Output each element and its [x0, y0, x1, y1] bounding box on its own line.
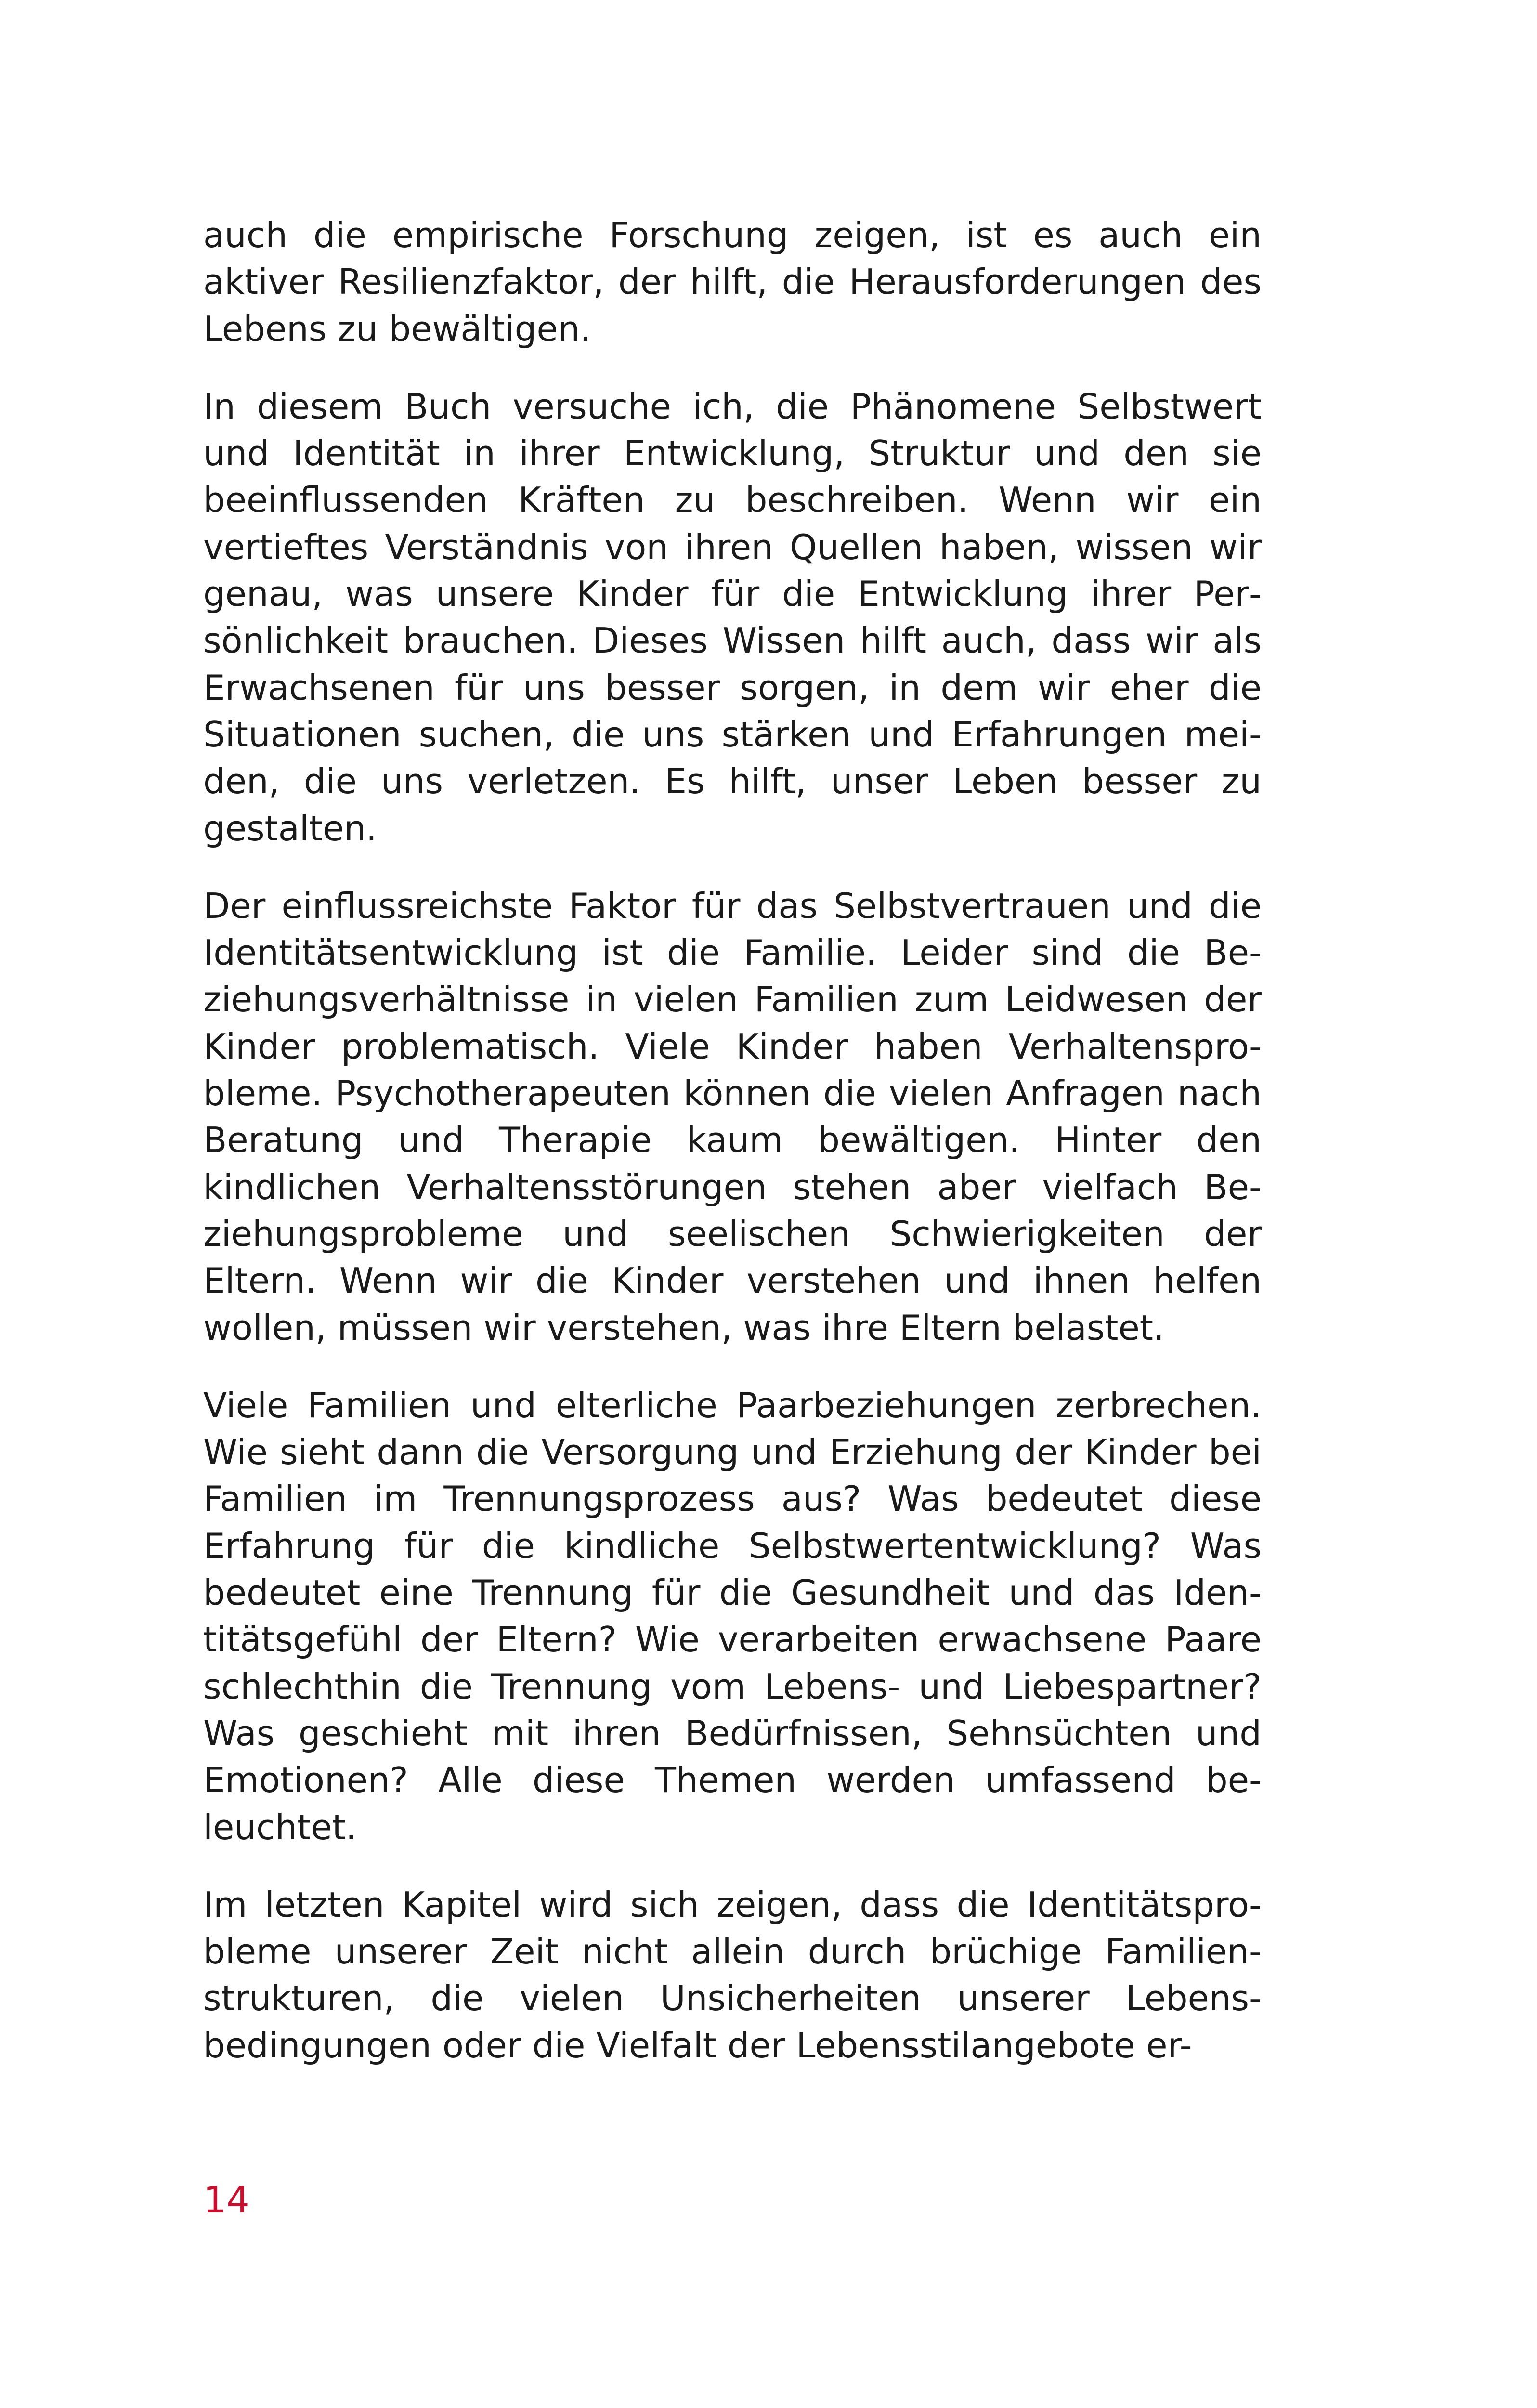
- paragraph-2: In diesem Buch versuche ich, die Phänomene Selbstwert und Identität in ihrer Entwicklung, Struktur und den sie beeinflussenden Kräften zu beschreiben. Wenn wir ein vertieftes Verständnis von ihren Quellen haben, wissen wir genau, was unsere Kinder für die Entwicklung ihrer Persönlichkeit brauchen. Dieses Wissen hilft auch, dass wir als Erwachsenen für uns besser sorgen, in dem wir eher die Situationen suchen, die uns stärken und Erfahrungen meiden, die uns verletzen. Es hilft, unser Leben besser zu gestalten.: [203, 386, 1262, 849]
- paragraph-4: Viele Familien und elterliche Paarbeziehungen zerbrechen. Wie sieht dann die Versorgung und Erziehung der Kinder bei Familien im Trennungsprozess aus? Was bedeutet diese Erfahrung für die kindliche Selbstwertentwicklung? Was bedeutet eine Trennung für die Gesundheit und das Identitätsgefühl der Eltern? Wie verarbeiten erwachsene Paare schlechthin die Trennung vom Lebens- und Liebespartner? Was geschieht mit ihren Bedürfnissen, Sehnsüchten und Emotionen? Alle diese Themen werden umfassend beleuchtet.: [203, 1385, 1262, 1847]
- paragraph-5: Im letzten Kapitel wird sich zeigen, dass die Identitätsprobleme unserer Zeit nicht allein durch brüchige Familienstrukturen, die vielen Unsicherheiten unserer Lebensbedingungen oder die Vielfalt der Lebensstilangebote er-: [203, 1884, 1262, 2066]
- page-number: 14: [203, 2178, 250, 2221]
- paragraph-3: Der einflussreichste Faktor für das Selbstvertrauen und die Identitätsentwicklung ist die Familie. Leider sind die Beziehungsverhältnisse in vielen Familien zum Leidwesen der Kinder problematisch. Viele Kinder haben Verhaltensprobleme. Psychotherapeuten können die vielen Anfragen nach Beratung und Therapie kaum bewältigen. Hinter den kindlichen Verhaltensstörungen stehen aber vielfach Beziehungsprobleme und seelischen Schwierigkeiten der Eltern. Wenn wir die Kinder verstehen und ihnen helfen wollen, müssen wir verstehen, was ihre Eltern belastet.: [203, 885, 1262, 1348]
- body-text: [203, 212, 1262, 2100]
- paragraph-1: auch die empirische Forschung zeigen, ist es auch ein aktiver Resilienzfaktor, der hilft, die Herausforderungen des Lebens zu bewältigen.: [203, 215, 1262, 349]
